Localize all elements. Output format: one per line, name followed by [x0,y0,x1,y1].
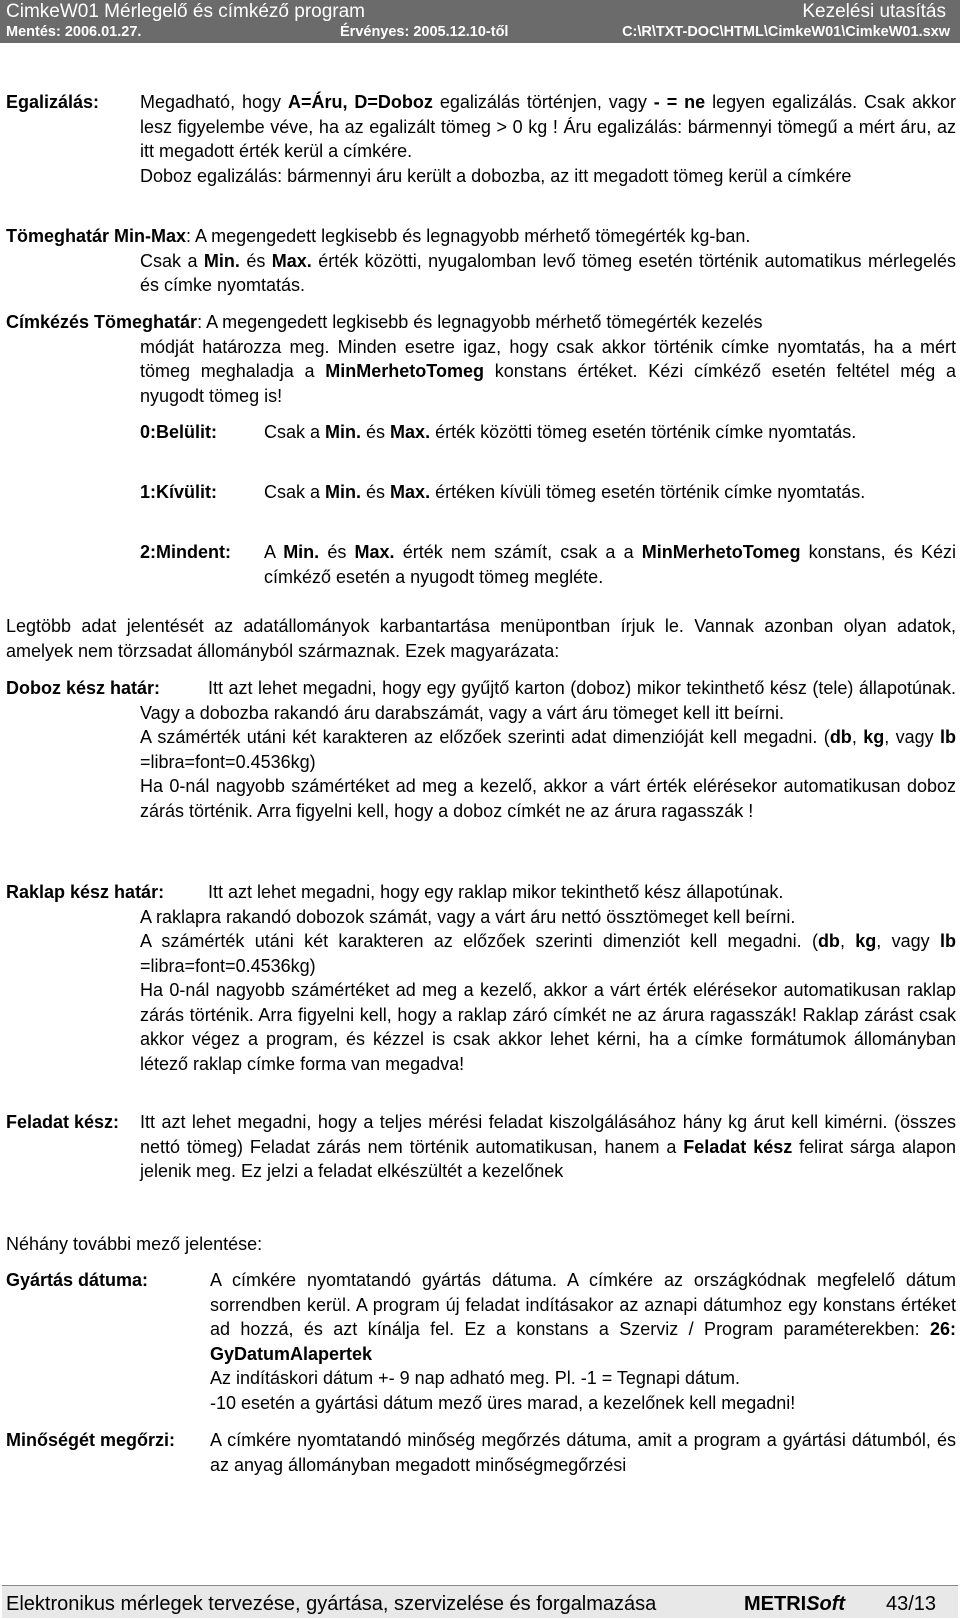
egalizalas-text: Megadható, hogy A=Áru, D=Doboz egalizálás történjen, vagy - = ne legyen egalizálás. Csak akkor lesz figyelembe véve, ha az egalizált tömeg > 0 kg ! Áru egalizálás: bármennyi tömegű a mért áru, az itt megadott érték kerül a címkére. [140,92,956,161]
gyartas-text-3: -10 esetén a gyártási dátum mező üres marad, a kezelőnek kell megadni! [210,1392,796,1413]
section-tomeghatar [6,224,956,298]
header-saved-date: Mentés: 2006.01.27. [6,24,142,40]
minoseg-label: Minőségét megőrzi: [6,1430,176,1450]
option-key: 1:Kívülit: [140,482,218,502]
header-file-path: C:\R\TXT-DOC\HTML\CimkeW01\CimkeW01.sxw [622,24,950,40]
egalizalas-doboz-text: Doboz egalizálás: bármennyi áru került a dobozba, az itt megadott tömeg kerül a címkére [140,165,852,186]
raklap-text-4: Ha 0-nál nagyobb számértéket ad meg a kezelő, akkor a várt érték elérésekor automatikusan raklap zárás történik. Arra figyelni kell, hogy a raklap záró címkét ne az árura ragasszák! Raklap zárást csak akkor végez a program, és kézzel is csak akkor lehet kérni, ha a címke formátumok állományban létező raklap címke forma van megadva! [140,980,956,1074]
option-key: 2:Mindent: [140,542,231,562]
cimkezes-option-2 [6,540,956,589]
doboz-text-1: Itt azt lehet megadni, hogy egy gyűjtő karton (doboz) mikor tekinthető kész (tele) állapotúnak. Vagy a dobozba rakandó áru darabszámát, vagy a várt áru tömeget kell itt beírni. [140,678,956,723]
option-text: Csak a Min. és Max. értéken kívüli tömeg esetén történik címke nyomtatás. [264,482,866,502]
section-raklap-kesz [6,880,956,1076]
gyartas-text-2: Az indításkori dátum +- 9 nap adható meg. Pl. -1 = Tegnapi dátum. [210,1368,740,1388]
page-footer [2,1585,958,1618]
further-fields-heading: Néhány további mező jelentése: [6,1234,263,1254]
doboz-text-2: A számérték utáni két karakteren az előzőek szerinti adat dimenzióját kell megadni. (db, kg, vagy lb =libra=font=0.4536kg) [140,727,956,772]
tomeghatar-lead: Tömeghatár Min-Max: A megengedett legkisebb és legnagyobb mérhető tömegérték kg-ban. [6,226,751,246]
egalizalas-label: Egalizálás: [6,92,100,112]
gyartas-label: Gyártás dátuma: [6,1270,149,1290]
section-cimkezes [6,310,956,408]
option-text: Csak a Min. és Max. érték közötti tömeg esetén történik címke nyomtatás. [264,422,857,442]
feladat-label: Feladat kész: [6,1112,120,1132]
section-minoseg-megorzi [6,1428,956,1477]
header-doc-type: Kezelési utasítás [802,1,946,22]
cimkezes-text: módját határozza meg. Minden esetre igaz, hogy csak akkor történik címke nyomtatás, ha a mért tömeg meghaladja a MinMerhetoTomeg konstans értéket. Kézi címkéző esetén feltétel még a nyugodt tömeg is! [140,336,957,406]
raklap-text-1: Itt azt lehet megadni, hogy egy raklap mikor tekinthető kész állapotúnak. [208,882,784,902]
doboz-text-3: Ha 0-nál nagyobb számértéket ad meg a kezelő, akkor a várt érték elérésekor automatikusan doboz zárás történik. Arra figyelni kell, hogy a doboz címkét ne az árura ragasszák ! [140,776,956,821]
header-title: CimkeW01 Mérlegelő és címkéző program [6,1,366,22]
footer-text: Elektronikus mérlegek tervezése, gyártása, szervizelése és forgalmazása [6,1593,657,1615]
page-header [0,0,960,43]
section-egalizalas [6,90,956,188]
tomeghatar-text: Csak a Min. és Max. érték közötti, nyugalomban levő tömeg esetén történik automatikus mérlegelés és címke nyomtatás. [140,250,956,295]
raklap-text-3: A számérték utáni két karakteren az előzőek szerinti dimenziót kell megadni. (db, kg, vagy lb =libra=font=0.4536kg) [140,931,956,976]
footer-page-number: 43/13 [886,1593,937,1615]
intro-paragraph: Legtöbb adat jelentését az adatállományok karbantartása menüpontban írjuk le. Vannak azonban olyan adatok, amelyek nem törzsadat állományból származnak. Ezek magyarázata: [6,616,956,661]
cimkezes-option-1 [6,480,956,505]
doboz-label: Doboz kész határ: [6,678,161,698]
feladat-text: Itt azt lehet megadni, hogy a teljes mérési feladat kiszolgálásához hány kg árut kell kimérni. (összes nettó tömeg) Feladat zárás nem történik automatikusan, hanem a Feladat kész felirat sárga alapon jelenik meg. Ez jelzi a feladat elkészültét a kezelőnek [140,1112,956,1181]
section-gyartas-datuma [6,1268,956,1415]
cimkezes-option-0 [6,420,956,445]
option-key: 0:Belülit: [140,422,218,442]
gyartas-text-1: A címkére nyomtatandó gyártás dátuma. A címkére az országkódnak megfelelő dátum sorrendben kerül. A program új feladat indításakor az aznapi dátumhoz egy konstans értéket ad hozzá, és azt kínálja fel. Ez a konstans a Szerviz / Program paraméterekben: 26: GyDatumAlapertek [210,1270,956,1364]
tomeghatar-label: Tömeghatár Min-Max [6,226,187,246]
section-feladat-kesz [6,1110,956,1184]
cimkezes-lead: Címkézés Tömeghatár: A megengedett legkisebb és legnagyobb mérhető tömegérték kezelés [6,312,763,332]
minoseg-text: A címkére nyomtatandó minőség megőrzés dátuma, amit a program a gyártási dátumból, és az anyag állományban megadott minőségmegőrzési [210,1430,956,1475]
section-doboz-kesz [6,676,956,823]
raklap-label: Raklap kész határ: [6,882,165,902]
footer-brand-logo: METRISoft [744,1593,846,1615]
header-valid-date: Érvényes: 2005.12.10-től [340,24,509,40]
raklap-text-2: A raklapra rakandó dobozok számát, vagy a várt áru nettó össztömeget kell beírni. [140,906,796,927]
cimkezes-label: Címkézés Tömeghatár [6,312,198,332]
option-text: A Min. és Max. érték nem számít, csak a a MinMerhetoTomeg konstans, és Kézi címkéző esetén a nyugodt tömeg megléte. [264,542,957,587]
